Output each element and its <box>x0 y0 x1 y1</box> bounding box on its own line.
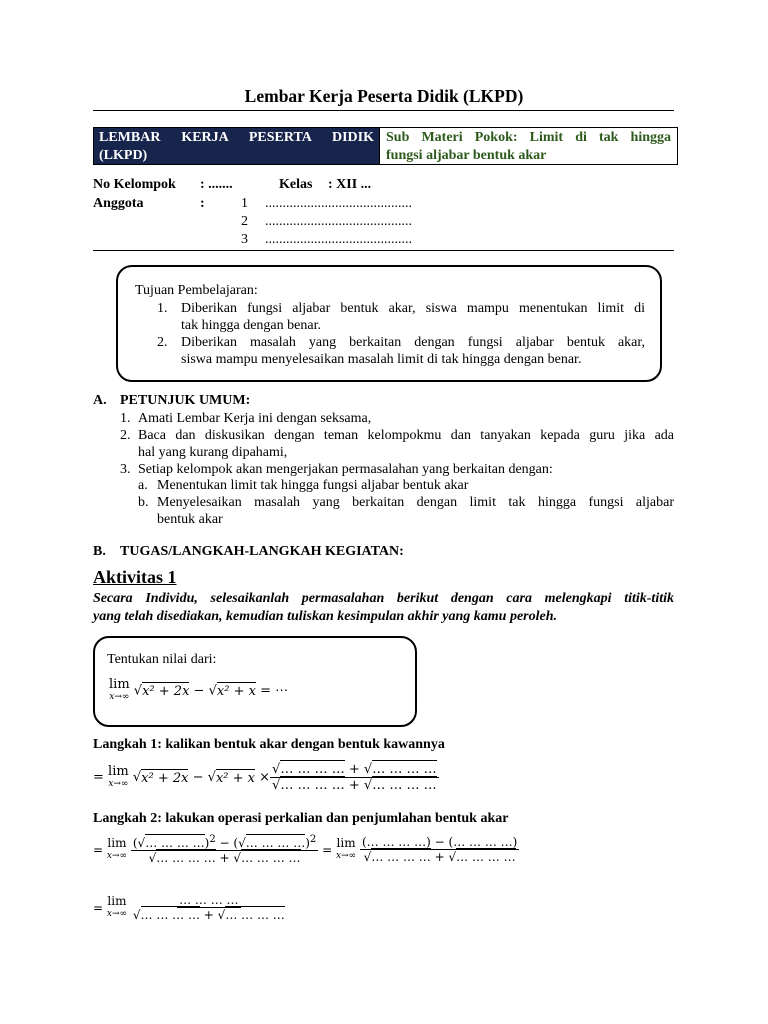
sqrt-icon: √ <box>132 770 142 785</box>
plus-sign: + <box>348 762 360 777</box>
document-title: Lembar Kerja Peserta Didik (LKPD) <box>244 86 524 106</box>
identity-divider <box>93 250 674 251</box>
member-number: 2 <box>241 214 248 229</box>
aktivitas-title: Aktivitas 1 <box>93 567 177 587</box>
blank-field[interactable]: … … … … <box>225 908 285 922</box>
member-dots[interactable]: .......................................... <box>265 214 412 229</box>
close-paren: ) <box>512 835 518 849</box>
equals-sign: = <box>93 842 104 857</box>
fraction-denominator: √… … … … + √… … … … <box>132 908 285 922</box>
blank-field[interactable]: … … … … <box>145 836 205 850</box>
tujuan-item-num: 1. <box>157 301 168 316</box>
petunjuk-item-num: 1. <box>120 411 131 426</box>
equals-sign: = <box>93 770 104 785</box>
petunjuk-subitem-num: a. <box>138 478 148 493</box>
problem-expression <box>109 678 288 704</box>
petunjuk-item-num: 3. <box>120 462 131 477</box>
section-a-heading: PETUNJUK UMUM: <box>120 393 251 408</box>
petunjuk-subitem-text: Menyelesaikan masalah yang berkaitan dengan limit tak hingga fungsi aljabar <box>157 495 674 510</box>
kelas-label: Kelas <box>279 177 313 192</box>
langkah2-result-expression <box>93 893 287 922</box>
minus-sign: − <box>192 770 204 785</box>
limit-operator <box>109 678 130 704</box>
plus-sign: + <box>348 778 360 793</box>
blank-field[interactable]: … … … … <box>280 762 345 777</box>
minus-sign: − <box>193 683 205 699</box>
petunjuk-item-text: hal yang kurang dipahami, <box>138 445 288 460</box>
header-right-line1: Sub Materi Pokok: Limit di tak hingga <box>386 130 671 145</box>
fraction-denominator: √… … … … + √… … … … <box>148 851 301 865</box>
langkah1-expression <box>93 762 439 793</box>
fraction-denominator: √… … … … + √… … … … <box>272 778 437 793</box>
radicand-b: x² + x <box>216 683 256 699</box>
member-dots[interactable]: .......................................... <box>265 196 412 211</box>
square-difference-fraction <box>131 834 318 865</box>
expanded-fraction <box>360 835 519 864</box>
open-paren: ( <box>233 836 239 850</box>
header-right-line2: fungsi aljabar bentuk akar <box>386 148 547 163</box>
blank-field[interactable]: … … … … <box>372 762 437 777</box>
fraction-numerator: (√… … … …)$^2$ − (√… … … …)$^2$ <box>132 834 317 850</box>
equals-dots: = ⋯ <box>260 683 289 699</box>
member-number: 3 <box>241 232 248 247</box>
tujuan-item-num: 2. <box>157 335 168 350</box>
petunjuk-item-num: 2. <box>120 428 131 443</box>
blank-field[interactable]: … … … … <box>179 893 239 907</box>
blank-field[interactable]: … … … … <box>456 850 516 864</box>
anggota-label: Anggota <box>93 196 144 211</box>
blank-field[interactable]: … … … … <box>371 850 431 864</box>
langkah2-expression <box>93 834 519 865</box>
section-b-letter: B. <box>93 544 106 559</box>
member-number: 1 <box>241 196 248 211</box>
radicand-a: x² + 2x <box>142 683 190 699</box>
lim-subscript: x→∞ <box>106 850 128 861</box>
blank-field[interactable]: … … … … <box>280 778 345 793</box>
aktivitas-instruction: yang telah disediakan, kemudian tuliskan kesimpulan akhir yang kamu peroleh. <box>93 609 558 624</box>
limit-operator <box>336 837 356 863</box>
result-fraction <box>131 893 287 922</box>
kelompok-label: No Kelompok <box>93 177 176 192</box>
tujuan-item-text: siswa mampu menyelesaikan masalah limit di tak hingga dengan benar. <box>181 352 582 367</box>
open-paren: ( <box>361 835 367 849</box>
limit-operator <box>107 895 127 921</box>
radicand-a: x² + 2x <box>141 771 189 786</box>
plus-sign: + <box>219 851 230 865</box>
sqrt-icon: √ <box>208 683 217 699</box>
times-sign: × <box>259 770 271 785</box>
lim-subscript: x→∞ <box>106 908 128 919</box>
equals-sign: = <box>93 900 104 915</box>
close-paren: ) <box>426 835 431 849</box>
tujuan-item-text: tak hingga dengan benar. <box>181 318 321 333</box>
close-paren: ) <box>305 836 310 850</box>
minus-sign: − <box>219 836 230 850</box>
radicand-b: x² + x <box>215 771 255 786</box>
header-right-cell <box>379 128 677 164</box>
anggota-colon: : <box>200 196 205 211</box>
tujuan-box <box>116 265 662 382</box>
open-paren: ( <box>132 836 138 850</box>
open-paren: ( <box>448 835 454 849</box>
problem-prompt: Tentukan nilai dari: <box>107 652 217 667</box>
header-left-line1: LEMBAR KERJA PESERTA DIDIK <box>99 130 374 145</box>
fraction-numerator: √… … … … + √… … … … <box>272 762 437 777</box>
lim-subscript: x→∞ <box>336 850 357 861</box>
blank-field[interactable]: … … … … <box>366 835 427 849</box>
petunjuk-item-text: Amati Lembar Kerja ini dengan seksama, <box>138 411 372 426</box>
blank-field[interactable]: … … … … <box>372 778 437 793</box>
header-left-cell <box>94 128 379 164</box>
petunjuk-subitem-num: b. <box>138 495 149 510</box>
minus-sign: − <box>434 835 445 849</box>
member-dots[interactable]: .......................................... <box>265 232 412 247</box>
section-a-letter: A. <box>93 393 107 408</box>
close-paren: ) <box>204 836 210 850</box>
fraction-denominator: √… … … … + √… … … … <box>363 850 516 864</box>
limit-operator <box>108 765 129 791</box>
tujuan-item-text: Diberikan masalah yang berkaitan dengan fungsi aljabar bentuk akar, <box>181 335 645 350</box>
blank-field[interactable]: … … … … <box>453 835 513 849</box>
petunjuk-subitem-text: Menentukan limit tak hingga fungsi aljabar bentuk akar <box>157 478 469 493</box>
conjugate-fraction <box>270 762 439 793</box>
lim-text: lim <box>107 835 127 850</box>
header-left-line2: (LKPD) <box>99 148 148 163</box>
sqrt-icon: √ <box>207 770 216 785</box>
blank-field[interactable]: … … … … <box>245 836 306 850</box>
petunjuk-subitem-text: bentuk akar <box>157 512 223 527</box>
lim-subscript: x→∞ <box>108 778 129 789</box>
aktivitas-instruction: Secara Individu, selesaikanlah permasalahan berikut dengan cara melengkapi titik-titik <box>93 591 674 606</box>
kelas-value[interactable]: : XII ... <box>328 177 372 192</box>
blank-field[interactable]: … … … … <box>156 851 216 865</box>
exponent: 2 <box>209 834 216 845</box>
blank-field[interactable]: … … … … <box>241 851 301 865</box>
tujuan-item-text: Diberikan fungsi aljabar bentuk akar, siswa mampu menentukan limit di <box>181 301 645 316</box>
blank-field[interactable]: … … … … <box>140 908 200 922</box>
limit-operator <box>107 837 127 863</box>
tujuan-heading: Tujuan Pembelajaran: <box>135 283 258 298</box>
lim-text: lim <box>108 763 129 779</box>
exponent: 2 <box>309 834 317 845</box>
lim-text: lim <box>336 835 356 850</box>
problem-box <box>93 636 417 727</box>
equals-sign: = <box>322 842 333 857</box>
langkah1-label: Langkah 1: kalikan bentuk akar dengan bentuk kawannya <box>93 737 445 752</box>
lim-subscript: x→∞ <box>109 692 130 702</box>
title-divider <box>93 110 674 111</box>
plus-sign: + <box>203 908 214 922</box>
plus-sign: + <box>434 850 445 864</box>
petunjuk-item-text: Baca dan diskusikan dengan teman kelompokmu dan tanyakan kepada guru jika ada <box>138 428 674 443</box>
lim-text: lim <box>107 893 127 908</box>
sqrt-icon: √ <box>133 683 143 699</box>
section-b-heading: TUGAS/LANGKAH-LANGKAH KEGIATAN: <box>120 544 404 559</box>
langkah2-label: Langkah 2: lakukan operasi perkalian dan penjumlahan bentuk akar <box>93 811 509 826</box>
lim-text: lim <box>109 677 130 692</box>
petunjuk-item-text: Setiap kelompok akan mengerjakan permasalahan yang berkaitan dengan: <box>138 462 553 477</box>
header-table <box>93 127 678 165</box>
kelompok-value[interactable]: : ....... <box>200 177 233 192</box>
